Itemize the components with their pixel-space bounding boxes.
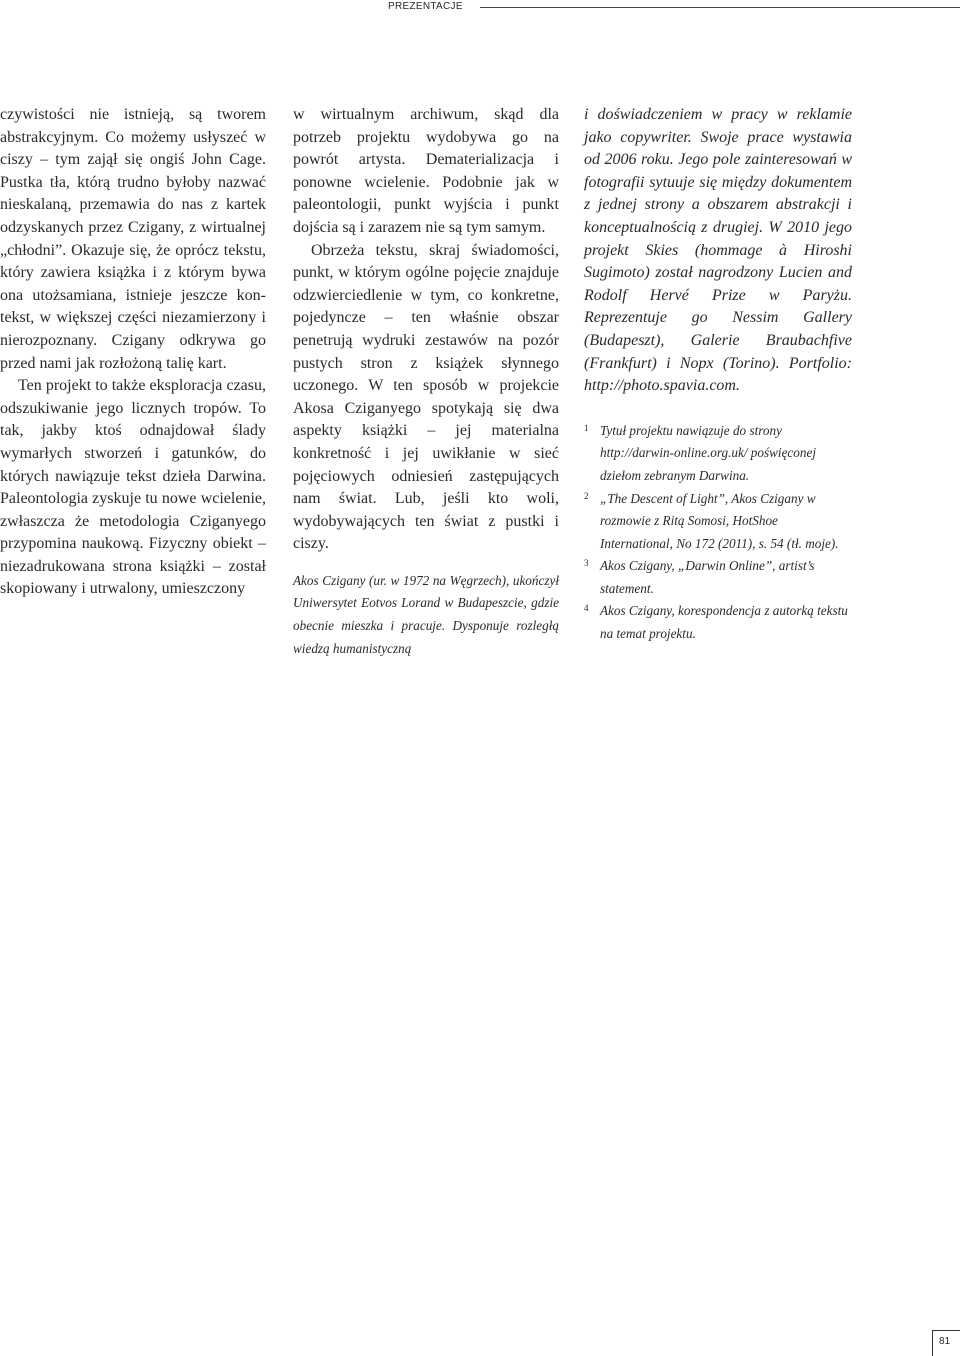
text-column-1 [0, 104, 266, 601]
footnote [584, 488, 852, 556]
footnote [584, 555, 852, 600]
author-bio: Akos Czigany (ur. w 1972 na Węgrzech), ukończył Uniwersytet Eotvos Lorand w Budapeszcie, gdzie obecnie mieszka i pracuje. Dysponuje rozległą wiedzą humanistyczną [293, 572, 559, 656]
text-column-3 [584, 104, 852, 646]
footnotes [584, 420, 852, 646]
author-bio-continued: i doświadczeniem w pracy w reklamie jako copywriter. Swoje prace wystawia od 2006 roku. Jego pole zainteresowań w fotografii sytuuje się między dokumentem z jednej strony a obszarem abstrakcji i konceptualnością z drugiej. W 2010 jego projekt Skies (hommage à Hiroshi Sugimoto) został nagrodzony Lucien and Rodolf Hervé Prize w Paryżu. Reprezentuje go Nessim Gallery (Budapeszt), Galerie Braubachfive (Frankfurt) i Nopx (Torino). Portfolio: http://photo.spavia.com. [584, 106, 852, 395]
paragraph: w wirtualnym archiwum, skąd dla potrzeb projektu wydobywa go na powrót artysta. Dematerializacja i ponowne wcielenie. Podobnie jak w paleontologii, punkt wyjścia i punkt dojścia są i zarazem nie są tym samym. [293, 106, 559, 236]
footnote [584, 600, 852, 645]
page-number: 81 [939, 1336, 951, 1347]
footnote-text: Tytuł projektu nawiązuje do strony http://darwin-online.org.uk/ poświęconej dziełom zebranym Darwina. [600, 422, 816, 483]
footnote-number: 2 [584, 490, 589, 501]
footnote-text: Akos Czigany, korespondencja z autorką tekstu na temat projektu. [600, 603, 848, 642]
footnote-text: Akos Czigany, „Darwin Online”, artist’s statement. [600, 558, 815, 596]
paragraph: Obrzeża tekstu, skraj świadomości, punkt, w którym ogólne pojęcie znajduje odzwierciedlenie w tym, co konkretne, pojedyncze – ten właśnie obszar penetrują wydruki zestawów na pozór pustych stron z książek słynnego uczonego. W ten sposób w projekcie Akosa Cziganyego spotykają się dwa aspekty książki – jej materialna konkretność i jej uwikłanie w sieć pojęciowych odniesień zastępujących nam świat. Lub, jeśli kto woli, wydobywających ten świat z pustki i ciszy. [293, 241, 559, 553]
paragraph: Ten projekt to także eksploracja czasu, odszukiwanie jego licznych tropów. To tak, jakby ktoś odnajdował ślady wymarłych stworzeń i gatunków, do których nawiązuje tekst dzieła Darwina. Paleontologia zyskuje tu nowe wcielenie, zwłaszcza że metodologia Cziganyego przypomina naukową. Fizyczny obiekt – niezadrukowana strona książki – został skopiowany i utrwalony, umieszczony [0, 377, 266, 598]
footnote-text: „The Descent of Light”, Akos Czigany w rozmowie z Ritą Somosi, HotShoe International, No 172 (2011), s. 54 (tł. moje). [600, 490, 839, 551]
footnote [584, 420, 852, 488]
footnote-number: 3 [584, 558, 589, 569]
header-rule [480, 7, 960, 8]
running-header [0, 0, 960, 14]
paragraph: czywistości nie istnieją, są tworem abstrakcyjnym. Co możemy usłyszeć w ciszy – tym zajął się ongiś John Cage. Pustka tła, którą trudno byłoby nazwać nieskalaną, przemawia do nas z kartek odzyskanych przez Czigany, z wirtualnej „chłodni”. Okazuje się, że oprócz tekstu, który zawiera książka i z którym bywa ona utożsamiana, istnieje jeszcze kon-tekst, w większej części niezamierzony i nierozpoznany. Czigany odkrywa go przed nami jak rozłożoną talię kart. [0, 106, 266, 372]
text-column-2 [293, 104, 559, 660]
section-label: PREZENTACJE [388, 1, 463, 12]
footnote-number: 4 [584, 603, 589, 614]
page-footer [932, 1330, 960, 1356]
footnote-number: 1 [584, 422, 589, 433]
